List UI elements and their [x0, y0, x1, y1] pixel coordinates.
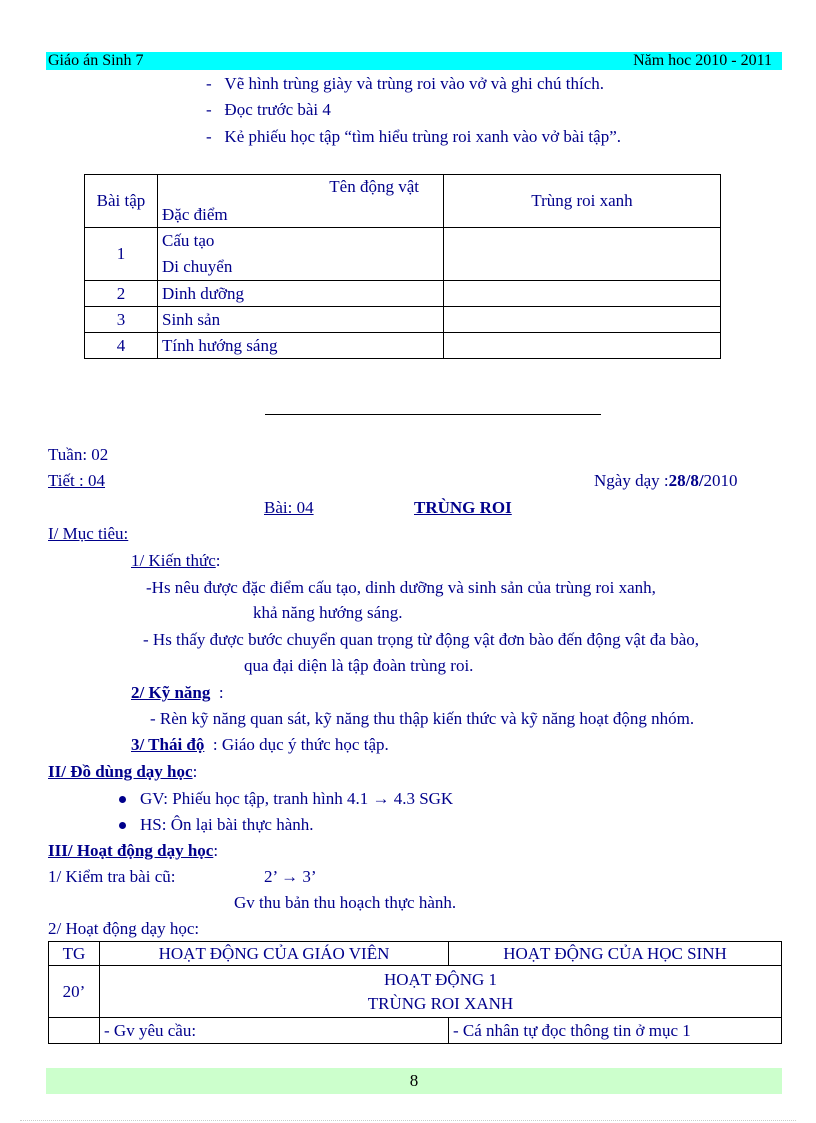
teaching-date: Ngày dạy :28/8/2010	[594, 471, 738, 490]
student-activity: - Cá nhân tự đọc thông tin ở mục 1	[449, 1018, 782, 1044]
row-number: 2	[85, 281, 158, 307]
table-row	[49, 1018, 782, 1044]
page-edge-divider	[20, 1120, 796, 1121]
row-item: Di chuyển	[162, 257, 233, 276]
worksheet-table	[84, 174, 721, 359]
separator-line	[265, 414, 601, 415]
week-label: Tuần: 02	[48, 445, 109, 464]
homework-item: - Kẻ phiếu học tập “tìm hiểu trùng roi xanh vào vở bài tập”.	[206, 127, 621, 146]
header-subject: Giáo án Sinh 7	[48, 52, 144, 69]
knowledge-text: khả năng hướng sáng.	[253, 603, 403, 622]
answer-cell	[444, 307, 721, 333]
header-feature-label: Đặc điểm	[162, 205, 228, 224]
row-number: 1	[85, 228, 158, 281]
homework-item: - Vẽ hình trùng giày và trùng roi vào vở và ghi chú thích.	[206, 74, 605, 93]
bullet-icon	[119, 822, 126, 829]
knowledge-text: -Hs nêu được đặc điểm cấu tạo, dinh dưỡng và sinh sản của trùng roi xanh,	[146, 578, 656, 597]
subsection-skills: 2/ Kỹ năng :	[131, 683, 224, 702]
page-footer	[46, 1068, 782, 1094]
section-objectives: I/ Mục tiêu:	[48, 524, 129, 543]
row-number: 3	[85, 307, 158, 333]
teaching-label: 2/ Hoạt động dạy học:	[48, 919, 200, 938]
row-item: Sinh sản	[158, 307, 444, 333]
knowledge-text: qua đại diện là tập đoàn trùng roi.	[244, 656, 474, 675]
skills-text: - Rèn kỹ năng quan sát, kỹ năng thu thập kiến thức và kỹ năng hoạt động nhóm.	[150, 709, 695, 728]
table-row	[85, 281, 721, 307]
row-item: Dinh dưỡng	[158, 281, 444, 307]
activity-title: HOẠT ĐỘNG 1	[383, 969, 497, 989]
check-time: 2’ → 3’	[264, 867, 317, 886]
col-header-time: TG	[49, 942, 100, 966]
table-row	[85, 228, 721, 281]
diagonal-header-cell	[158, 175, 444, 228]
period-label: Tiết : 04	[48, 471, 106, 490]
table-header-cell: Bài tập	[85, 175, 158, 228]
check-label: 1/ Kiểm tra bài cũ:	[48, 867, 176, 886]
activity-name: TRÙNG ROI XANH	[367, 993, 514, 1013]
col-header-teacher: HOẠT ĐỘNG CỦA GIÁO VIÊN	[100, 942, 449, 966]
page-header	[46, 52, 782, 70]
lesson-number: Bài: 04	[264, 498, 314, 517]
row-item: Tính hướng sáng	[158, 333, 444, 359]
section-activities: III/ Hoạt động dạy học:	[48, 841, 219, 860]
bullet-icon	[119, 796, 126, 803]
check-text: Gv thu bản thu hoạch thực hành.	[234, 893, 457, 912]
row-number: 4	[85, 333, 158, 359]
answer-cell	[444, 228, 721, 281]
table-row	[49, 966, 782, 1018]
col-header-student: HOẠT ĐỘNG CỦA HỌC SINH	[449, 942, 782, 966]
equipment-student: HS: Ôn lại bài thực hành.	[140, 815, 314, 834]
lesson-title: TRÙNG ROI	[414, 498, 512, 517]
homework-item: - Đọc trước bài 4	[206, 100, 331, 119]
header-school-year: Năm hoc 2010 - 2011	[633, 52, 772, 69]
subsection-knowledge: 1/ Kiến thức:	[131, 551, 221, 570]
table-row	[85, 307, 721, 333]
answer-cell	[444, 281, 721, 307]
teacher-activity: - Gv yêu cầu:	[100, 1018, 449, 1044]
activity-time: 20’	[49, 966, 100, 1018]
equipment-teacher: GV: Phiếu học tập, tranh hình 4.1 → 4.3 SGK	[140, 789, 454, 808]
page-number: 8	[409, 1071, 419, 1090]
knowledge-text: - Hs thấy được bước chuyển quan trọng từ động vật đơn bào đến động vật đa bào,	[143, 630, 699, 649]
subsection-attitude: 3/ Thái độ : Giáo dục ý thức học tập.	[131, 735, 389, 754]
activity-table	[48, 941, 782, 1044]
answer-cell	[444, 333, 721, 359]
header-animal-label: Tên động vật	[329, 177, 419, 196]
table-row	[85, 333, 721, 359]
section-equipment: II/ Đồ dùng dạy học:	[48, 762, 198, 781]
table-header-cell: Trùng roi xanh	[444, 175, 721, 228]
row-item: Cấu tạo	[162, 231, 215, 250]
